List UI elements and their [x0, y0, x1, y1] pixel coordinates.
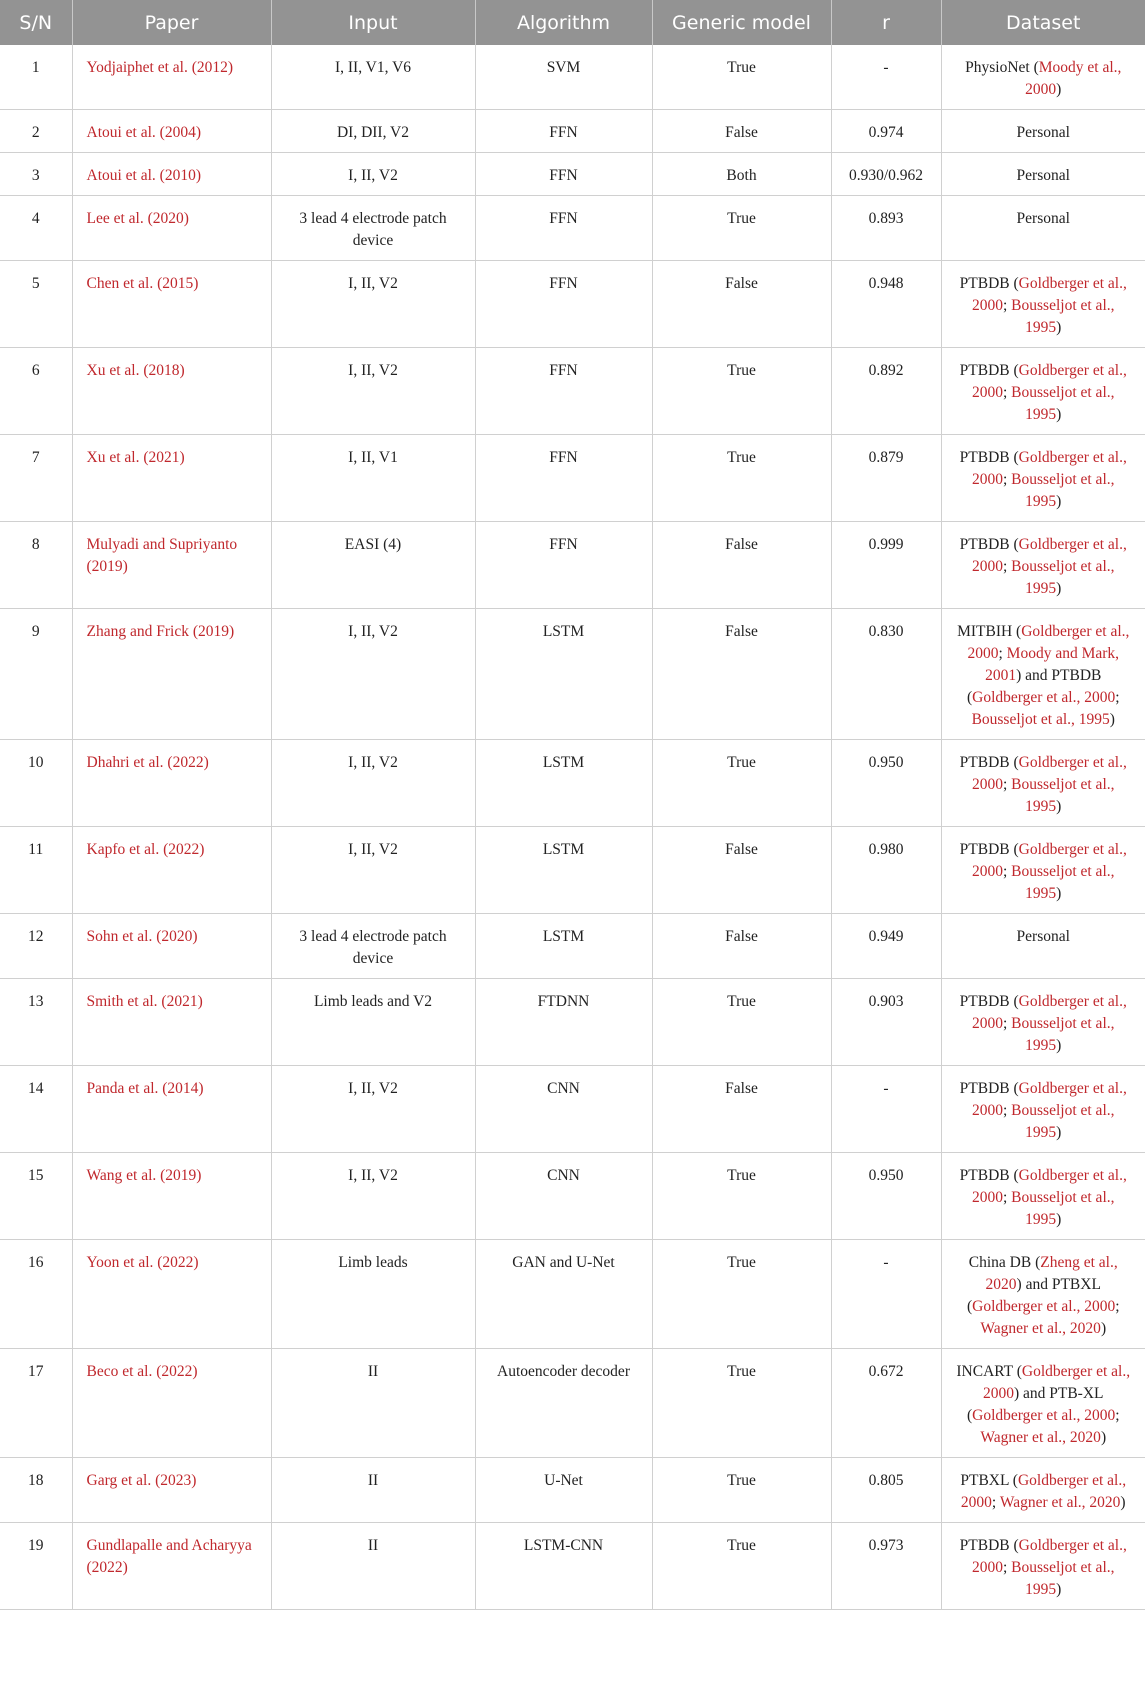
cell-paper: [72, 435, 271, 522]
dataset-text: Personal: [1016, 928, 1070, 945]
cell-sn: 12: [0, 914, 72, 979]
cell-paper: [72, 979, 271, 1066]
dataset-text: ) and PTBXL (: [966, 1276, 1101, 1315]
dataset-text: ;: [1002, 297, 1012, 314]
cell-sn: 16: [0, 1240, 72, 1349]
dataset-text: MITBIH (: [957, 623, 1022, 640]
dataset-text: PTBDB (: [959, 449, 1019, 466]
cell-algorithm: CNN: [475, 1153, 652, 1240]
table-row: [0, 522, 1145, 609]
table-row: [0, 1458, 1145, 1523]
table-row: [0, 1523, 1145, 1610]
dataset-text: ): [1100, 1429, 1107, 1446]
cell-sn: 4: [0, 196, 72, 261]
paper-citation-link[interactable]: Wang et al. (2019): [86, 1167, 202, 1184]
dataset-citation-link[interactable]: Goldberger et al., 2000: [971, 1080, 1127, 1119]
cell-paper: [72, 827, 271, 914]
cell-paper: [72, 261, 271, 348]
cell-dataset: [941, 1240, 1145, 1349]
cell-generic-model: True: [652, 1523, 831, 1610]
dataset-text: ): [1056, 1037, 1062, 1054]
dataset-text: ;: [1115, 689, 1120, 706]
cell-algorithm: FFN: [475, 261, 652, 348]
dataset-text: ;: [1002, 558, 1012, 575]
cell-generic-model: False: [652, 609, 831, 740]
table-body: [0, 45, 1145, 1610]
table-header: [0, 0, 1145, 45]
dataset-text: ;: [998, 645, 1007, 662]
cell-dataset: [941, 261, 1145, 348]
cell-paper: [72, 1349, 271, 1458]
cell-sn: 15: [0, 1153, 72, 1240]
cell-paper: [72, 1240, 271, 1349]
cell-paper: [72, 153, 271, 196]
dataset-text: PTBDB (: [959, 841, 1019, 858]
paper-citation-link[interactable]: Atoui et al. (2010): [86, 167, 202, 184]
cell-paper: [72, 196, 271, 261]
dataset-text: ;: [1002, 471, 1012, 488]
paper-citation-link[interactable]: Garg et al. (2023): [86, 1472, 197, 1489]
cell-algorithm: FFN: [475, 522, 652, 609]
paper-citation-link[interactable]: Yoon et al. (2022): [86, 1254, 199, 1271]
cell-r: 0.893: [831, 196, 941, 261]
table-row: [0, 827, 1145, 914]
header-r: r: [831, 0, 941, 45]
dataset-text: ): [1056, 406, 1062, 423]
header-input: Input: [271, 0, 475, 45]
dataset-text: Personal: [1016, 124, 1070, 141]
table-row: [0, 914, 1145, 979]
dataset-citation-link[interactable]: Goldberger et al., 2000: [971, 754, 1127, 793]
dataset-text: PTBDB (: [959, 754, 1019, 771]
dataset-citation-link[interactable]: Bousseljot et al., 1995: [1011, 1189, 1115, 1228]
cell-sn: 7: [0, 435, 72, 522]
dataset-text: ) and PTBDB (: [966, 667, 1102, 706]
cell-dataset: [941, 914, 1145, 979]
dataset-citation-link[interactable]: Goldberger et al., 2000: [971, 1537, 1127, 1576]
dataset-text: ): [1100, 1320, 1107, 1337]
cell-algorithm: FFN: [475, 348, 652, 435]
dataset-text: ): [1056, 798, 1062, 815]
cell-paper: [72, 740, 271, 827]
dataset-citation-link[interactable]: Bousseljot et al., 1995: [1011, 471, 1115, 510]
cell-generic-model: False: [652, 914, 831, 979]
cell-sn: 14: [0, 1066, 72, 1153]
cell-sn: 9: [0, 609, 72, 740]
dataset-citation-link[interactable]: Bousseljot et al., 1995: [1011, 1102, 1115, 1141]
header-paper: Paper: [72, 0, 271, 45]
dataset-citation-link[interactable]: Goldberger et al., 2000: [972, 689, 1116, 706]
cell-dataset: [941, 1066, 1145, 1153]
dataset-citation-link[interactable]: Goldberger et al., 2000: [971, 841, 1127, 880]
dataset-text: ): [1056, 1581, 1062, 1598]
paper-citation-link[interactable]: Panda et al. (2014): [86, 1080, 204, 1097]
dataset-text: PTBDB (: [959, 536, 1019, 553]
cell-input: I, II, V1, V6: [271, 45, 475, 110]
table-row: [0, 1349, 1145, 1458]
dataset-citation-link[interactable]: Goldberger et al., 2000: [971, 275, 1127, 314]
paper-citation-link[interactable]: Mulyadi and Supriyanto (2019): [86, 536, 238, 575]
cell-input: I, II, V2: [271, 1153, 475, 1240]
dataset-citation-link[interactable]: Goldberger et al., 2000: [971, 993, 1127, 1032]
dataset-citation-link[interactable]: Goldberger et al., 2000: [971, 1167, 1127, 1206]
cell-algorithm: LSTM: [475, 914, 652, 979]
dataset-text: ;: [1002, 1102, 1012, 1119]
cell-algorithm: GAN and U-Net: [475, 1240, 652, 1349]
table-row: [0, 348, 1145, 435]
header-generic-model: Generic model: [652, 0, 831, 45]
dataset-text: ): [1056, 1124, 1062, 1141]
cell-r: 0.903: [831, 979, 941, 1066]
cell-dataset: [941, 1458, 1145, 1523]
paper-citation-link[interactable]: Smith et al. (2021): [86, 993, 203, 1010]
table-row: [0, 153, 1145, 196]
cell-sn: 3: [0, 153, 72, 196]
cell-generic-model: True: [652, 740, 831, 827]
dataset-text: ) and PTB-XL (: [966, 1385, 1104, 1424]
paper-citation-link[interactable]: Xu et al. (2018): [86, 362, 185, 379]
dataset-citation-link[interactable]: Goldberger et al., 2000: [982, 1363, 1131, 1402]
dataset-citation-link[interactable]: Moody and Mark, 2001: [985, 645, 1120, 684]
dataset-text: ): [1056, 1211, 1062, 1228]
table-row: [0, 435, 1145, 522]
cell-paper: [72, 522, 271, 609]
dataset-citation-link[interactable]: Goldberger et al., 2000: [971, 449, 1127, 488]
cell-input: 3 lead 4 electrode patch device: [271, 914, 475, 979]
dataset-text: ): [1120, 1494, 1126, 1511]
cell-algorithm: FFN: [475, 435, 652, 522]
dataset-text: Personal: [1016, 167, 1070, 184]
paper-citation-link[interactable]: Xu et al. (2021): [86, 449, 185, 466]
dataset-text: INCART (: [956, 1363, 1022, 1380]
dataset-citation-link[interactable]: Goldberger et al., 2000: [960, 1472, 1127, 1511]
dataset-text: ;: [1002, 776, 1012, 793]
cell-algorithm: FFN: [475, 153, 652, 196]
dataset-text: PTBDB (: [959, 993, 1019, 1010]
cell-generic-model: Both: [652, 153, 831, 196]
cell-algorithm: Autoencoder decoder: [475, 1349, 652, 1458]
cell-algorithm: CNN: [475, 1066, 652, 1153]
cell-dataset: [941, 435, 1145, 522]
cell-input: I, II, V2: [271, 153, 475, 196]
cell-r: 0.672: [831, 1349, 941, 1458]
cell-r: 0.830: [831, 609, 941, 740]
cell-r: 0.974: [831, 110, 941, 153]
cell-algorithm: LSTM: [475, 827, 652, 914]
cell-paper: [72, 1066, 271, 1153]
paper-citation-link[interactable]: Beco et al. (2022): [86, 1363, 198, 1380]
cell-r: 0.948: [831, 261, 941, 348]
paper-citation-link[interactable]: Yodjaiphet et al. (2012): [86, 59, 234, 76]
cell-generic-model: False: [652, 1066, 831, 1153]
cell-dataset: [941, 979, 1145, 1066]
cell-algorithm: LSTM: [475, 609, 652, 740]
table-row: [0, 196, 1145, 261]
cell-dataset: [941, 1349, 1145, 1458]
cell-generic-model: True: [652, 1240, 831, 1349]
paper-citation-link[interactable]: Kapfo et al. (2022): [86, 841, 205, 858]
cell-generic-model: True: [652, 348, 831, 435]
cell-generic-model: True: [652, 979, 831, 1066]
cell-r: 0.949: [831, 914, 941, 979]
paper-citation-link[interactable]: Zhang and Frick (2019): [86, 623, 235, 640]
cell-input: Limb leads: [271, 1240, 475, 1349]
cell-input: I, II, V2: [271, 827, 475, 914]
cell-dataset: [941, 827, 1145, 914]
header-algorithm: Algorithm: [475, 0, 652, 45]
cell-r: 0.950: [831, 1153, 941, 1240]
cell-paper: [72, 348, 271, 435]
cell-generic-model: False: [652, 522, 831, 609]
cell-r: 0.980: [831, 827, 941, 914]
dataset-citation-link[interactable]: Moody et al., 2000: [1025, 59, 1122, 98]
dataset-text: ;: [1115, 1407, 1120, 1424]
cell-dataset: [941, 740, 1145, 827]
cell-paper: [72, 110, 271, 153]
dataset-citation-link[interactable]: Bousseljot et al., 1995: [1011, 297, 1115, 336]
cell-sn: 13: [0, 979, 72, 1066]
cell-r: 0.879: [831, 435, 941, 522]
dataset-text: ): [1056, 493, 1062, 510]
dataset-text: ;: [1002, 1015, 1012, 1032]
dataset-text: ): [1056, 580, 1062, 597]
cell-generic-model: True: [652, 1349, 831, 1458]
paper-citation-link[interactable]: Sohn et al. (2020): [86, 928, 198, 945]
cell-paper: [72, 914, 271, 979]
cell-r: 0.805: [831, 1458, 941, 1523]
cell-algorithm: FFN: [475, 196, 652, 261]
table-row: [0, 45, 1145, 110]
cell-algorithm: SVM: [475, 45, 652, 110]
cell-generic-model: True: [652, 1458, 831, 1523]
cell-algorithm: FTDNN: [475, 979, 652, 1066]
dataset-text: ;: [1002, 1189, 1012, 1206]
paper-citation-link[interactable]: Atoui et al. (2004): [86, 124, 202, 141]
cell-input: I, II, V2: [271, 1066, 475, 1153]
table-row: [0, 1240, 1145, 1349]
dataset-text: PTBDB (: [959, 1167, 1019, 1184]
dataset-citation-link[interactable]: Goldberger et al., 2000: [972, 1298, 1116, 1315]
dataset-citation-link[interactable]: Goldberger et al., 2000: [972, 1407, 1116, 1424]
cell-algorithm: FFN: [475, 110, 652, 153]
table-row: [0, 110, 1145, 153]
cell-dataset: [941, 45, 1145, 110]
cell-sn: 2: [0, 110, 72, 153]
dataset-citation-link[interactable]: Wagner et al., 2020: [980, 1429, 1101, 1446]
cell-input: I, II, V2: [271, 261, 475, 348]
table-row: [0, 979, 1145, 1066]
dataset-citation-link[interactable]: Bousseljot et al., 1995: [1011, 558, 1115, 597]
cell-algorithm: LSTM-CNN: [475, 1523, 652, 1610]
table-row: [0, 740, 1145, 827]
cell-generic-model: True: [652, 435, 831, 522]
dataset-text: ): [1056, 885, 1062, 902]
cell-sn: 11: [0, 827, 72, 914]
dataset-citation-link[interactable]: Bousseljot et al., 1995: [1011, 384, 1115, 423]
cell-dataset: [941, 1153, 1145, 1240]
cell-sn: 8: [0, 522, 72, 609]
cell-input: I, II, V2: [271, 740, 475, 827]
dataset-text: Personal: [1016, 210, 1070, 227]
cell-input: I, II, V1: [271, 435, 475, 522]
table-row: [0, 609, 1145, 740]
cell-dataset: [941, 196, 1145, 261]
cell-generic-model: False: [652, 827, 831, 914]
cell-r: 0.999: [831, 522, 941, 609]
dataset-citation-link[interactable]: Bousseljot et al., 1995: [1011, 863, 1115, 902]
table-row: [0, 1066, 1145, 1153]
cell-paper: [72, 1523, 271, 1610]
dataset-text: China DB (: [968, 1254, 1041, 1271]
dataset-citation-link[interactable]: Bousseljot et al., 1995: [1011, 1015, 1115, 1054]
dataset-text: ;: [1115, 1298, 1120, 1315]
cell-input: EASI (4): [271, 522, 475, 609]
dataset-text: ;: [991, 1494, 1000, 1511]
cell-dataset: [941, 110, 1145, 153]
dataset-citation-link[interactable]: Goldberger et al., 2000: [971, 536, 1127, 575]
dataset-text: ;: [1002, 863, 1012, 880]
cell-r: 0.930/0.962: [831, 153, 941, 196]
paper-citation-link[interactable]: Lee et al. (2020): [86, 210, 189, 227]
cell-sn: 1: [0, 45, 72, 110]
cell-r: 0.950: [831, 740, 941, 827]
cell-dataset: [941, 153, 1145, 196]
cell-sn: 17: [0, 1349, 72, 1458]
cell-paper: [72, 45, 271, 110]
paper-citation-link[interactable]: Chen et al. (2015): [86, 275, 199, 292]
cell-paper: [72, 1153, 271, 1240]
cell-r: -: [831, 1240, 941, 1349]
cell-dataset: [941, 522, 1145, 609]
dataset-text: PTBDB (: [959, 275, 1019, 292]
dataset-text: PTBDB (: [959, 1080, 1019, 1097]
cell-dataset: [941, 348, 1145, 435]
dataset-citation-link[interactable]: Wagner et al., 2020: [980, 1320, 1101, 1337]
cell-sn: 10: [0, 740, 72, 827]
cell-r: 0.973: [831, 1523, 941, 1610]
dataset-text: PTBXL (: [960, 1472, 1018, 1489]
cell-input: DI, DII, V2: [271, 110, 475, 153]
cell-sn: 19: [0, 1523, 72, 1610]
cell-input: Limb leads and V2: [271, 979, 475, 1066]
cell-algorithm: LSTM: [475, 740, 652, 827]
cell-algorithm: U-Net: [475, 1458, 652, 1523]
header-dataset: Dataset: [941, 0, 1145, 45]
cell-generic-model: True: [652, 45, 831, 110]
dataset-citation-link[interactable]: Bousseljot et al., 1995: [1011, 1559, 1115, 1598]
dataset-citation-link[interactable]: Bousseljot et al., 1995: [971, 711, 1110, 728]
cell-generic-model: False: [652, 261, 831, 348]
dataset-text: ;: [1002, 1559, 1012, 1576]
cell-sn: 18: [0, 1458, 72, 1523]
dataset-citation-link[interactable]: Bousseljot et al., 1995: [1011, 776, 1115, 815]
cell-dataset: [941, 1523, 1145, 1610]
cell-input: I, II, V2: [271, 348, 475, 435]
dataset-citation-link[interactable]: Goldberger et al., 2000: [967, 623, 1130, 662]
cell-r: 0.892: [831, 348, 941, 435]
cell-input: II: [271, 1458, 475, 1523]
cell-generic-model: True: [652, 1153, 831, 1240]
cell-input: I, II, V2: [271, 609, 475, 740]
cell-sn: 5: [0, 261, 72, 348]
cell-generic-model: False: [652, 110, 831, 153]
dataset-text: PhysioNet (: [965, 59, 1039, 76]
paper-citation-link[interactable]: Gundlapalle and Acharyya (2022): [86, 1537, 252, 1576]
cell-sn: 6: [0, 348, 72, 435]
cell-input: II: [271, 1523, 475, 1610]
dataset-citation-link[interactable]: Wagner et al., 2020: [999, 1494, 1121, 1511]
cell-paper: [72, 1458, 271, 1523]
dataset-text: ): [1109, 711, 1115, 728]
dataset-text: PTBDB (: [959, 362, 1019, 379]
cell-r: -: [831, 45, 941, 110]
cell-input: 3 lead 4 electrode patch device: [271, 196, 475, 261]
dataset-citation-link[interactable]: Zheng et al., 2020: [985, 1254, 1118, 1293]
header-sn: S/N: [0, 0, 72, 45]
dataset-text: PTBDB (: [959, 1537, 1019, 1554]
paper-citation-link[interactable]: Dhahri et al. (2022): [86, 754, 209, 771]
cell-input: II: [271, 1349, 475, 1458]
dataset-text: ): [1056, 81, 1062, 98]
table-row: [0, 1153, 1145, 1240]
cell-generic-model: True: [652, 196, 831, 261]
dataset-text: ): [1056, 319, 1062, 336]
dataset-text: ;: [1002, 384, 1012, 401]
cell-r: -: [831, 1066, 941, 1153]
cell-paper: [72, 609, 271, 740]
table-row: [0, 261, 1145, 348]
cell-dataset: [941, 609, 1145, 740]
dataset-citation-link[interactable]: Goldberger et al., 2000: [971, 362, 1127, 401]
